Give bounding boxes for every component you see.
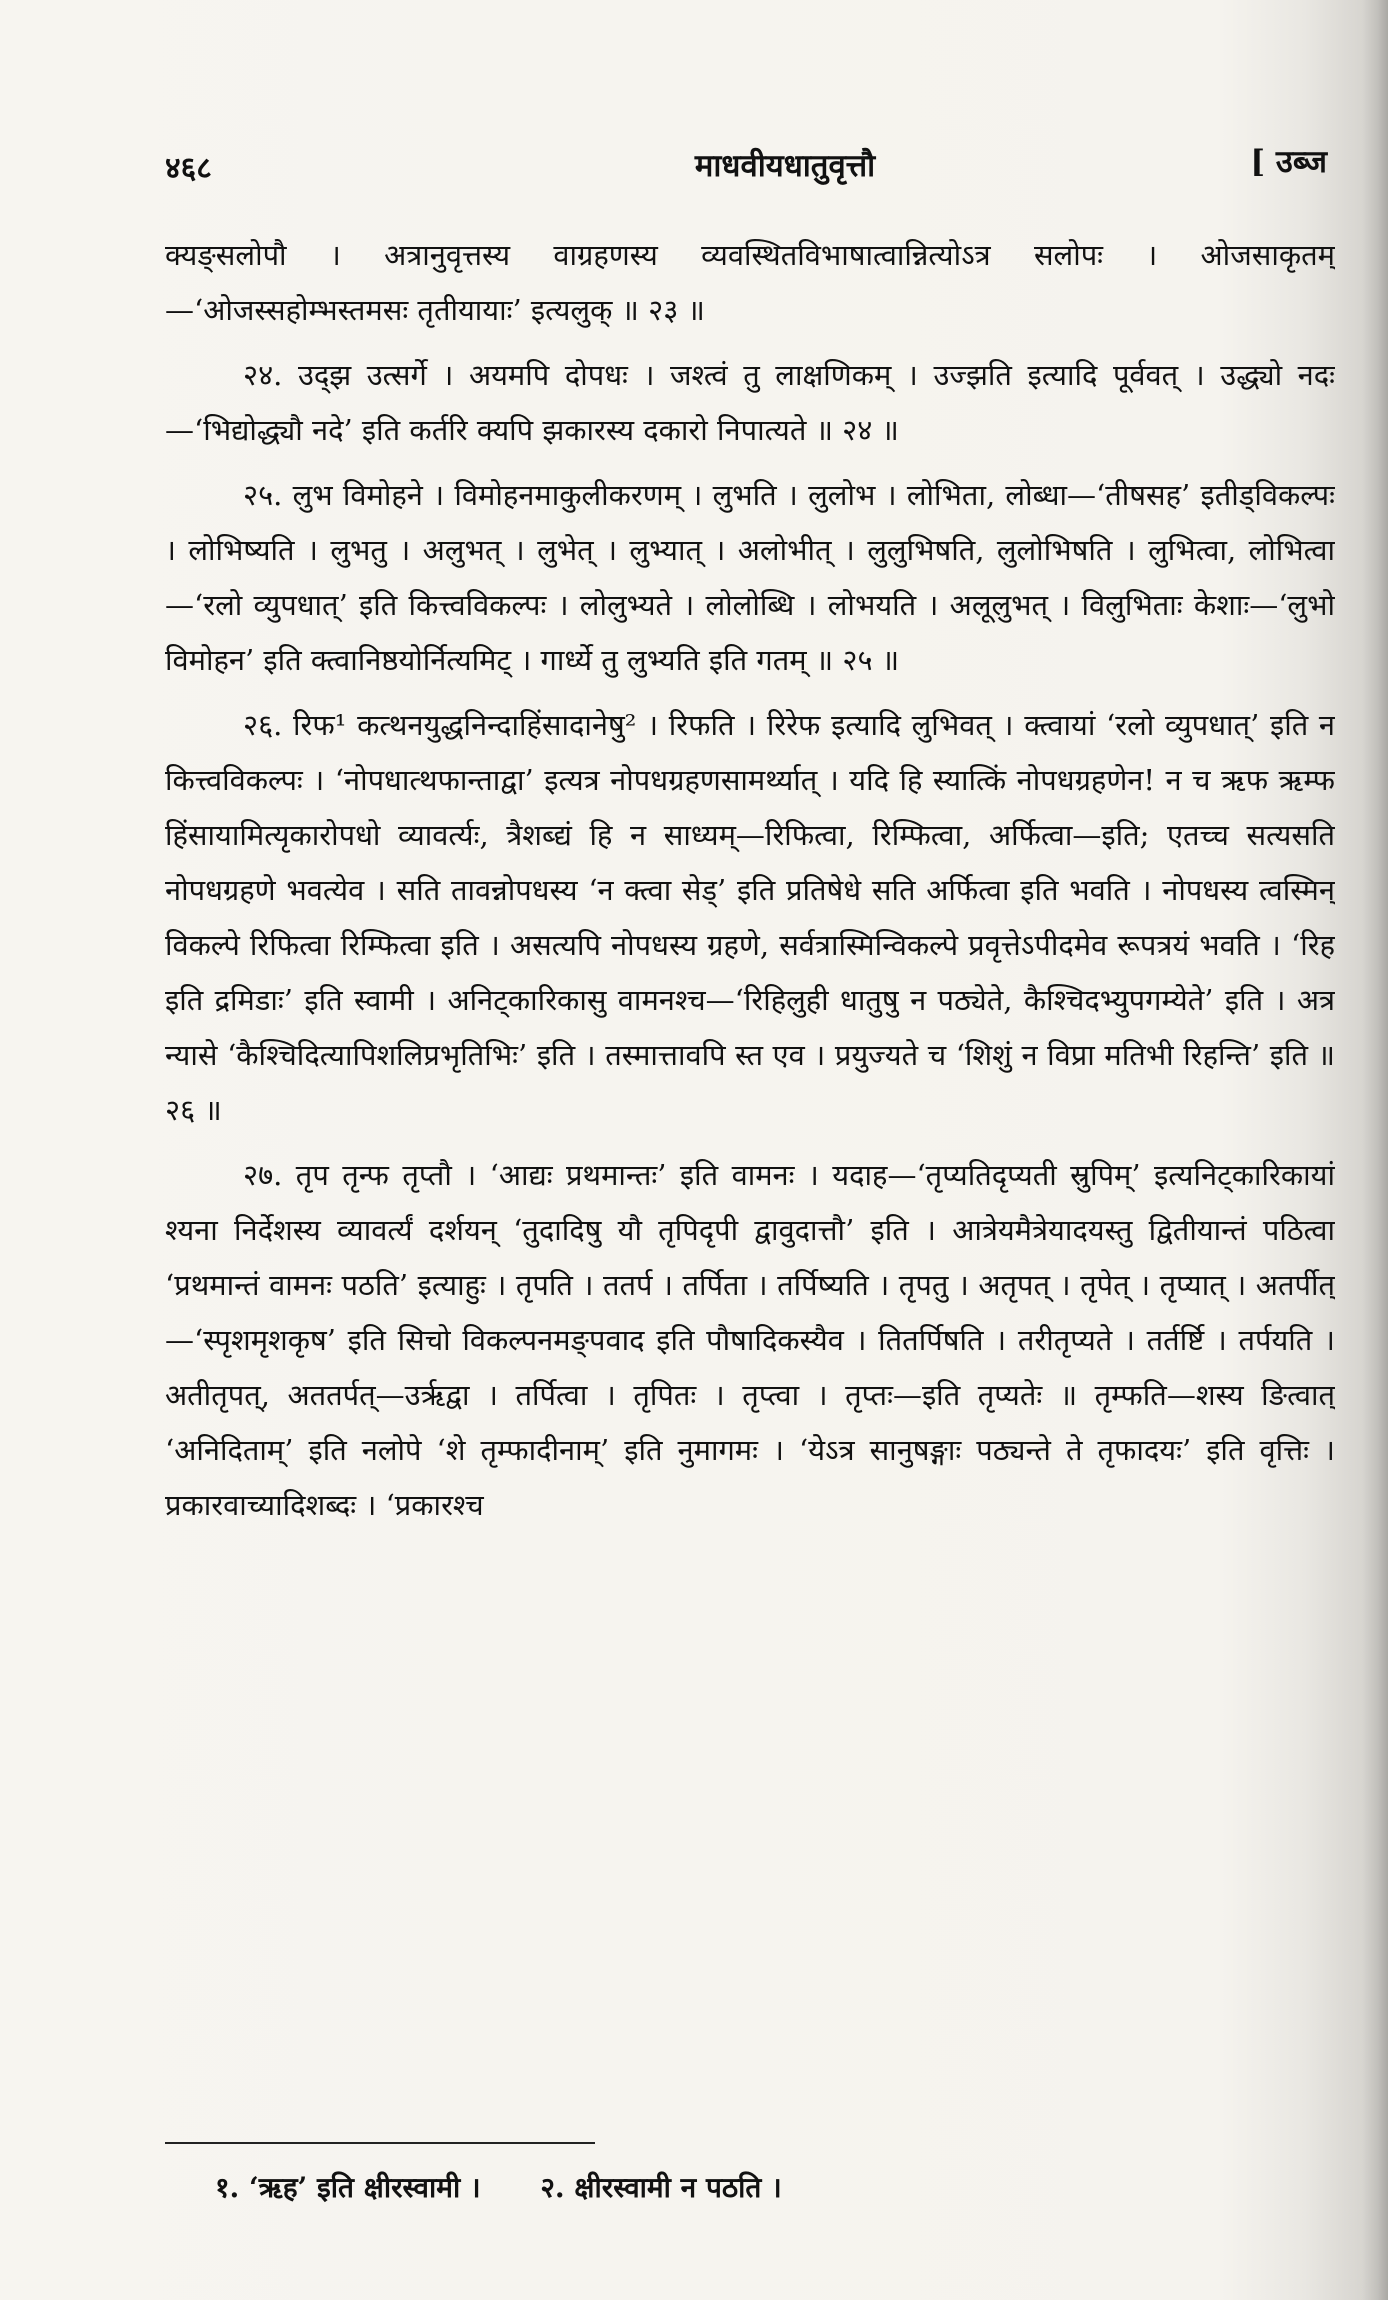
page-header <box>165 138 1347 198</box>
paragraph-24: २४. उद्झ उत्सर्गे । अयमपि दोपधः । जश्त्वं तु लाक्षणिकम् । उज्झति इत्यादि पूर्ववत् । उद्ध्यो नदः—‘भिद्योद्ध्यौ नदे’ इति कर्तरि क्यपि झकारस्य दकारो निपात्यते ॥ २४ ॥ <box>165 358 1335 447</box>
paragraph-27: २७. तृप तृन्फ तृप्तौ । ‘आद्यः प्रथमान्तः’ इति वामनः । यदाह—‘तृप्यतिदृप्यती स्रुपिम्’ इत्यनिट्कारिकायां श्यना निर्देशस्य व्यावर्त्यं दर्शयन् ‘तुदादिषु यौ तृपिदृपी द्वावुदात्तौ’ इति । आत्रेयमैत्रेयादयस्तु द्वितीयान्तं पठित्वा ‘प्रथमान्तं वामनः पठति’ इत्याहुः । तृपति । ततर्प । तर्पिता । तर्पिष्यति । तृपतु । अतृपत् । तृपेत् । तृप्यात् । अतर्पीत्—‘स्पृशमृशकृष’ इति सिचो विकल्पनमङ्पवाद इति पौषादिकस्यैव । तितर्पिषति । तरीतृप्यते । तर्तर्ष्टि । तर्पयति । अतीतृपत्, अततर्पत्—उर्ऋद्वा । तर्पित्वा । तृपितः । तृप्त्वा । तृप्तः—इति तृप्यतेः ॥ तृम्फति—शस्य ङित्वात् ‘अनिदिताम्’ इति नलोपे ‘शे तृम्फादीनाम्’ इति नुमागमः । ‘येऽत्र सानुषङ्गाः पठ्यन्ते ते तृफादयः’ इति वृत्तिः । प्रकारवाच्यादिशब्दः । ‘प्रकारश्च <box>165 1158 1335 1522</box>
paragraph-25: २५. लुभ विमोहने । विमोहनमाकुलीकरणम् । लुभति । लुलोभ । लोभिता, लोब्धा—‘तीषसह’ इतीड्विकल्पः । लोभिष्यति । लुभतु । अलुभत् । लुभेत् । लुभ्यात् । अलोभीत् । लुलुभिषति, लुलोभिषति । लुभित्वा, लोभित्वा—‘रलो व्युपधात्’ इति कित्त्वविकल्पः । लोलुभ्यते । लोलोब्धि । लोभयति । अलूलुभत् । विलुभिताः केशाः—‘लुभो विमोहन’ इति क्त्वानिष्ठयोर्नित्यमिट् । गार्ध्ये तु लुभ्यति इति गतम् ॥ २५ ॥ <box>165 478 1335 677</box>
page-edge-shadow <box>1362 0 1388 2300</box>
section-marker: [ उब्ज <box>1250 144 1327 180</box>
footnote-1: १. ‘ऋह’ इति क्षीरस्वामी । <box>215 2171 481 2204</box>
body-text <box>165 228 1335 2108</box>
footnote-2: २. क्षीरस्वामी न पठति । <box>540 2171 782 2204</box>
footnote-divider <box>165 2142 595 2144</box>
paragraph-23-continuation: क्यङ्सलोपौ । अत्रानुवृत्तस्य वाग्रहणस्य व्यवस्थितविभाषात्वान्नित्योऽत्र सलोपः । ओजसाकृतम्—‘ओजस्सहोम्भस्तमसः तृतीयायाः’ इत्यलुक् ॥ २३ ॥ <box>165 238 1335 327</box>
running-title: माधवीयधातुवृत्तौ <box>694 148 876 184</box>
paragraph-26: २६. रिफ¹ कत्थनयुद्धनिन्दाहिंसादानेषु² । रिफति । रिरेफ इत्यादि लुभिवत् । क्त्वायां ‘रलो व्युपधात्’ इति न कित्त्वविकल्पः । ‘नोपधात्थफान्ताद्वा’ इत्यत्र नोपधग्रहणसामर्थ्यात् । यदि हि स्यात्किं नोपधग्रहणेन! न च ऋफ ऋम्फ हिंसायामित्यृकारोपधो व्यावर्त्यः, त्रैशब्द्यं हि न साध्यम्—रिफित्वा, रिम्फित्वा, अर्फित्वा—इति; एतच्च सत्यसति नोपधग्रहणे भवत्येव । सति तावन्नोपधस्य ‘न क्त्वा सेड्’ इति प्रतिषेधे सति अर्फित्वा इति भवति । नोपधस्य त्वस्मिन् विकल्पे रिफित्वा रिम्फित्वा इति । असत्यपि नोपधस्य ग्रहणे, सर्वत्रास्मिन्विकल्पे प्रवृत्तेऽपीदमेव रूपत्रयं भवति । ‘रिह इति द्रमिडाः’ इति स्वामी । अनिट्कारिकासु वामनश्च—‘रिहिलुही धातुषु न पठ्येते, कैश्चिदभ्युपगम्येते’ इति । अत्र न्यासे ‘कैश्चिदित्यापिशलिप्रभृतिभिः’ इति । तस्मात्तावपि स्त एव । प्रयुज्यते च ‘शिशुं न विप्रा मतिभी रिहन्ति’ इति ॥ २६ ॥ <box>165 708 1335 1127</box>
footnotes <box>215 2168 1295 2206</box>
page-number: ४६८ <box>165 151 212 186</box>
